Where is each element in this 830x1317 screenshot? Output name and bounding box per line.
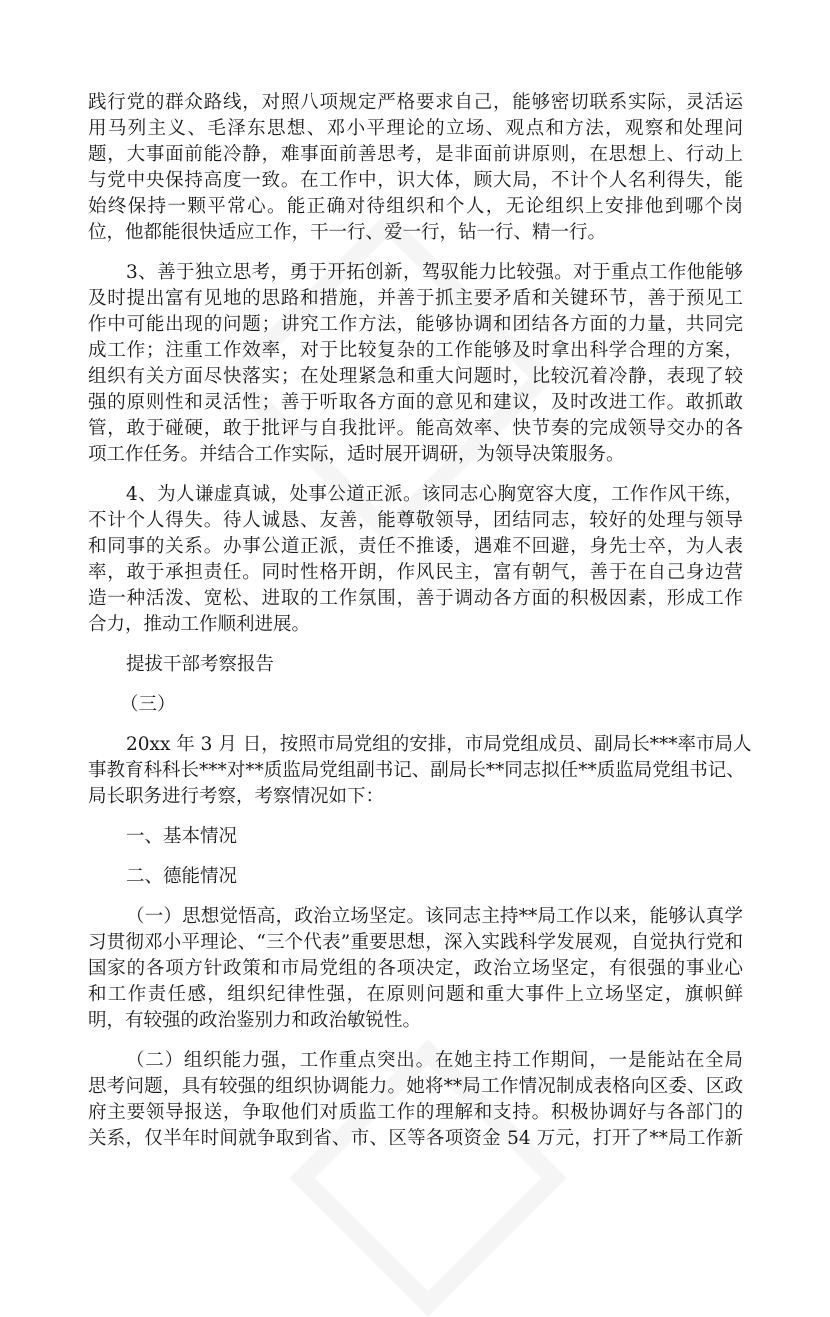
text-line: 国家的各项方针政策和市局党组的各项决定，政治立场坚定，有很强的事业心	[88, 958, 743, 979]
text-line: 20xx 年 3 月 日，按照市局党组的安排，市局党组成员、副局长***率市局人	[126, 734, 752, 755]
text-line: 管，敢于碰硬，敢于批评与自我批评。能高效率、快节奏的完成领导交办的各	[88, 418, 743, 439]
text-line: （一）思想觉悟高，政治立场坚定。该同志主持**局工作以来，能够认真学	[126, 906, 743, 927]
paragraph-point-4	[88, 482, 743, 638]
text-line: 不计个人得失。待人诚恳、友善，能尊敬领导，团结同志，较好的处理与领导	[88, 510, 743, 531]
text-line: 项工作任务。并结合工作实际，适时展开调研，为领导决策服务。	[88, 444, 625, 465]
text-line: 习贯彻邓小平理论、“三个代表”重要思想，深入实践科学发展观，自觉执行党和	[88, 932, 743, 953]
text-line: 思考问题，具有较强的组织协调能力。她将**局工作情况制成表格向区委、区政	[88, 1076, 743, 1097]
text-line: 和同事的关系。办事公道正派，责任不推诿，遇难不回避，身先士卒，为人表	[88, 536, 743, 557]
paragraph-point-3	[88, 260, 743, 468]
text-line: 及时提出富有见地的思路和措施，并善于抓主要矛盾和关键环节，善于预见工	[88, 288, 743, 309]
paragraph-organization-ability	[88, 1048, 743, 1152]
text-line: 事教育科科长***对**质监局党组副书记、副局长**同志拟任**质监局党组书记、	[88, 760, 745, 781]
document-body	[88, 90, 752, 1166]
text-line: 4、为人谦虚真诚，处事公道正派。该同志心胸宽容大度，工作作风干练，	[126, 484, 743, 505]
text-line: 用马列主义、毛泽东思想、邓小平理论的立场、观点和方法，观察和处理问	[88, 118, 743, 139]
text-line: 与党中央保持高度一致。在工作中，识大体，顾大局，不计个人名利得失，能	[88, 170, 743, 191]
text-line: 3、善于独立思考，勇于开拓创新，驾驭能力比较强。对于重点工作他能够	[126, 262, 743, 283]
text-line: 府主要领导报送，争取他们对质监工作的理解和支持。积极协调好与各部门的	[88, 1102, 743, 1123]
text-line: 和工作责任感，组织纪律性强，在原则问题和重大事件上立场坚定，旗帜鲜	[88, 984, 743, 1005]
text-line: 成工作；注重工作效率，对于比较复杂的工作能够及时拿出科学合理的方案，	[88, 340, 743, 361]
heading-virtue-ability: 二、德能情况	[126, 866, 238, 887]
text-line: 题，大事面前能冷静，难事面前善思考，是非面前讲原则，在思想上、行动上	[88, 144, 743, 165]
report-title: 提拔干部考察报告	[126, 654, 275, 675]
text-line: （二）组织能力强，工作重点突出。在她主持工作期间，一是能站在全局	[126, 1050, 743, 1071]
paragraph-political-stance	[88, 904, 743, 1034]
text-line: 关系，仅半年时间就争取到省、市、区等各项资金 54 万元，打开了**局工作新	[88, 1128, 743, 1149]
text-line: 始终保持一颗平常心。能正确对待组织和个人，无论组织上安排他到哪个岗	[88, 196, 743, 217]
text-line: 作中可能出现的问题；讲究工作方法，能够协调和团结各方面的力量，共同完	[88, 314, 743, 335]
text-line: 践行党的群众路线，对照八项规定严格要求自己，能够密切联系实际，灵活运	[88, 92, 743, 113]
section-number: （三）	[120, 694, 176, 715]
text-line: 组织有关方面尽快落实；在处理紧急和重大问题时，比较沉着冷静，表现了较	[88, 366, 743, 387]
text-line: 造一种活泼、宽松、进取的工作氛围，善于调动各方面的积极因素，形成工作	[88, 588, 743, 609]
text-line: 强的原则性和灵活性；善于听取各方面的意见和建议，及时改进工作。敢抓敢	[88, 392, 743, 413]
text-line: 明，有较强的政治鉴别力和政治敏锐性。	[88, 1010, 422, 1031]
paragraph-continuation	[88, 90, 743, 246]
text-line: 局长职务进行考察，考察情况如下：	[88, 786, 385, 807]
text-line: 位，他都能很快适应工作，干一行、爱一行，钻一行、精一行。	[88, 222, 607, 243]
paragraph-intro	[88, 732, 752, 810]
text-line: 合力，推动工作顺利进展。	[88, 614, 311, 635]
heading-basic-info: 一、基本情况	[126, 826, 238, 847]
text-line: 率，敢于承担责任。同时性格开朗，作风民主，富有朝气，善于在自己身边营	[88, 562, 743, 583]
